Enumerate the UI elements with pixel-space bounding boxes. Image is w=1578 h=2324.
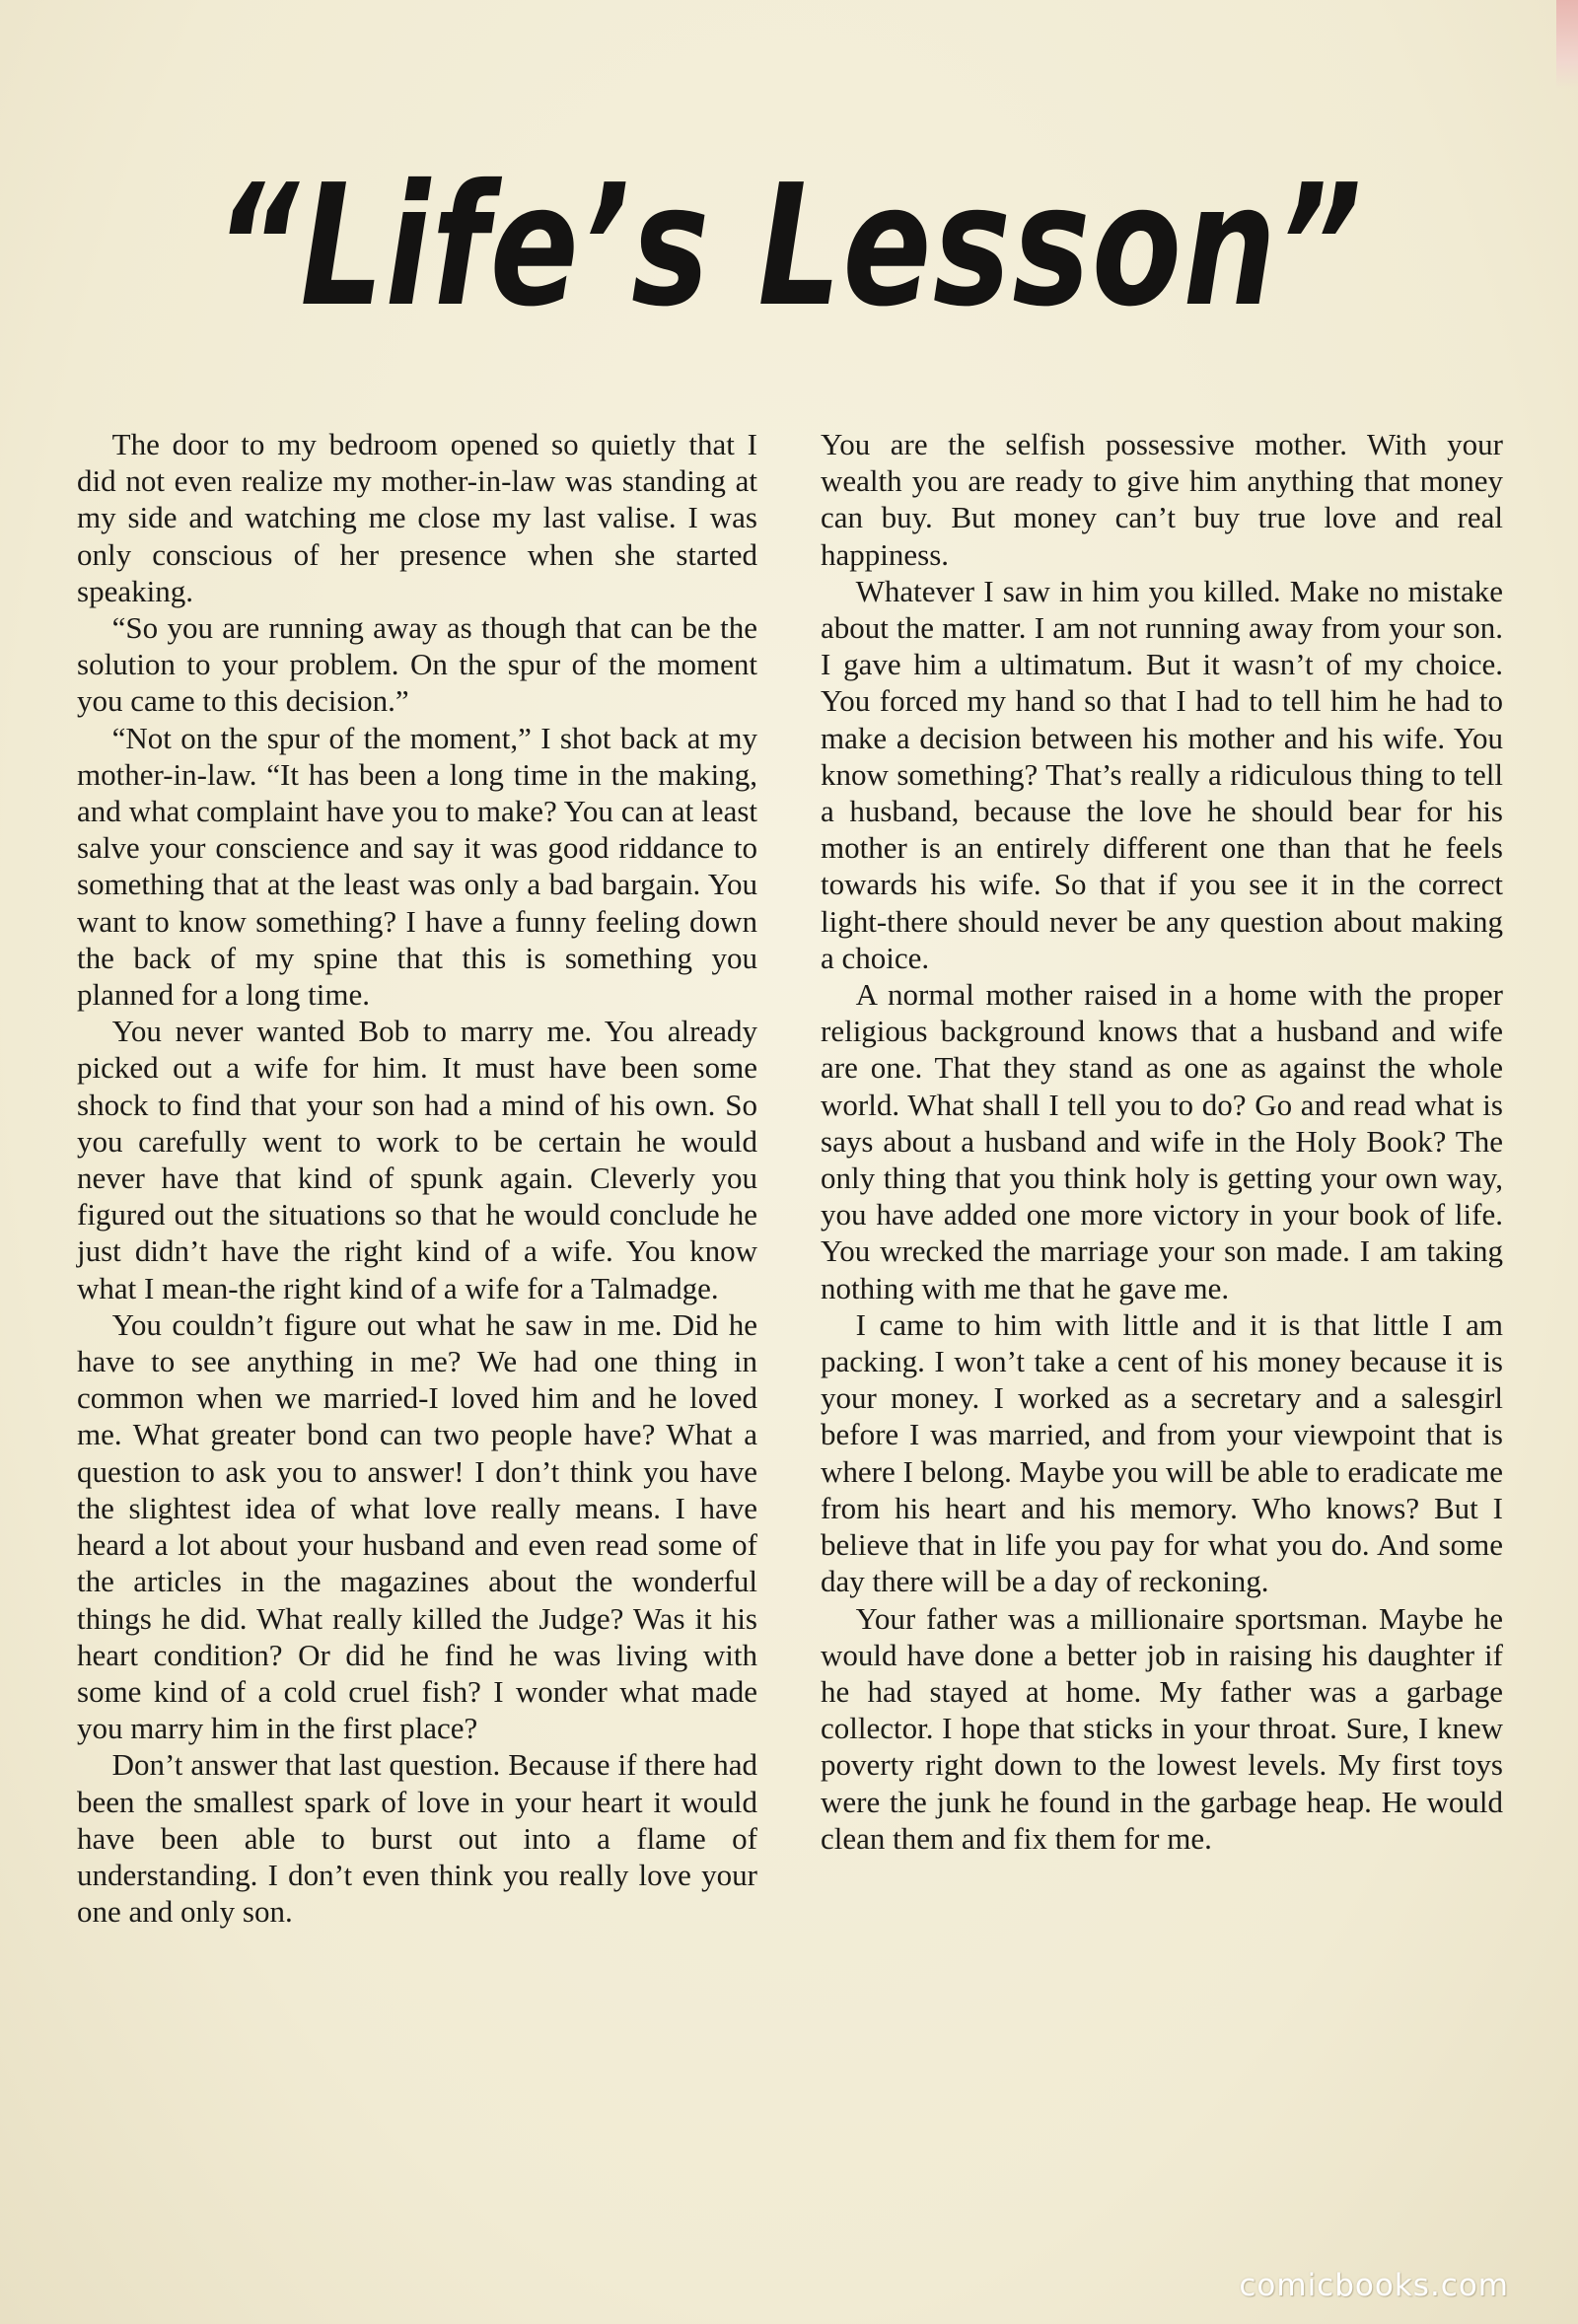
story-title: “Life’s Lesson” <box>214 149 1364 344</box>
paragraph: I came to him with little and it is that little I am packing. I won’t take a cent of his money because it is your money. I worked as a secretary and a salesgirl before I was married, and from your viewpoint that is where I belong. Maybe you will be able to eradicate me from his heart and his memory. Who knows? But I believe that in life you pay for what you do. And some day there will be a day of reckoning. <box>821 1306 1503 1599</box>
paragraph: “Not on the spur of the moment,” I shot back at my mother-in-law. “It has been a long time in the making, and what complaint have you to make? You can at least salve your conscience and say it was good riddance to something that at the least was only a bad bargain. You want to know something? I have a funny feeling down the back of my spine that this is something you planned for a long time. <box>77 720 757 1013</box>
paragraph: You never wanted Bob to marry me. You already picked out a wife for him. It must have been some shock to find that your son had a mind of his own. So you carefully went to work to be certain he would never have that kind of spunk again. Cleverly you figured out the situations so that he would conclude he just didn’t have the right kind of a wife. You know what I mean-the right kind of a wife for a Talmadge. <box>77 1014 757 1305</box>
page-edge-stain <box>1556 0 1578 89</box>
left-column <box>77 426 757 1930</box>
right-column <box>821 426 1503 1857</box>
paragraph: Whatever I saw in him you killed. Make no mistake about the matter. I am not running away from your son. I gave him a ultimatum. But it wasn’t of my choice. You forced my hand so that I had to tell him he had to make a decision between his mother and his wife. You know something? That’s really a ridiculous thing to tell a husband, because the love he should bear for his mother is an entirely different one than that he feels towards his wife. So that if you see it in the correct light-there should never be any question about making a choice. <box>821 573 1503 975</box>
paragraph: You couldn’t figure out what he saw in me. Did he have to see anything in me? We had one thing in common when we married-I loved him and he loved me. What greater bond can two people have? What a question to ask you to answer! I don’t think you have the slightest idea of what love really means. I have heard a lot about your husband and even read some of the articles in the magazines about the wonderful things he did. What really killed the Judge? Was it his heart condition? Or did he find he was living with some kind of a cold cruel fish? I wonder what made you marry him in the first place? <box>77 1306 757 1746</box>
site-watermark: comicbooks.com <box>1239 2268 1509 2303</box>
paragraph: You are the selfish possessive mother. With your wealth you are ready to give him anything that money can buy. But money can’t buy true love and real happiness. <box>821 427 1503 572</box>
paragraph: The door to my bedroom opened so quietly that I did not even realize my mother-in-law was standing at my side and watching me close my last valise. I was only conscious of her presence when she started speaking. <box>77 427 757 608</box>
paragraph: “So you are running away as though that can be the solution to your problem. On the spur of the moment you came to this decision.” <box>77 610 757 719</box>
paragraph: Don’t answer that last question. Because if there had been the smallest spark of love in your heart it would have been able to burst out into a flame of understanding. I don’t even think you really love your one and only son. <box>77 1747 757 1930</box>
paragraph: Your father was a millionaire sportsman. Maybe he would have done a better job in raising his daughter if he had stayed at home. My father was a garbage collector. I hope that sticks in your throat. Sure, I knew poverty right down to the lowest levels. My first toys were the junk he found in the garbage heap. He would clean them and fix them for me. <box>821 1600 1503 1856</box>
paragraph: A normal mother raised in a home with the proper religious background knows that a husband and wife are one. That they stand as one as against the whole world. What shall I tell you to do? Go and read what is says about a husband and wife in the Holy Book? The only thing that you think holy is getting your own way, you have added one more victory in your book of life. You wrecked the marriage your son made. I am taking nothing with me that he gave me. <box>821 977 1503 1305</box>
